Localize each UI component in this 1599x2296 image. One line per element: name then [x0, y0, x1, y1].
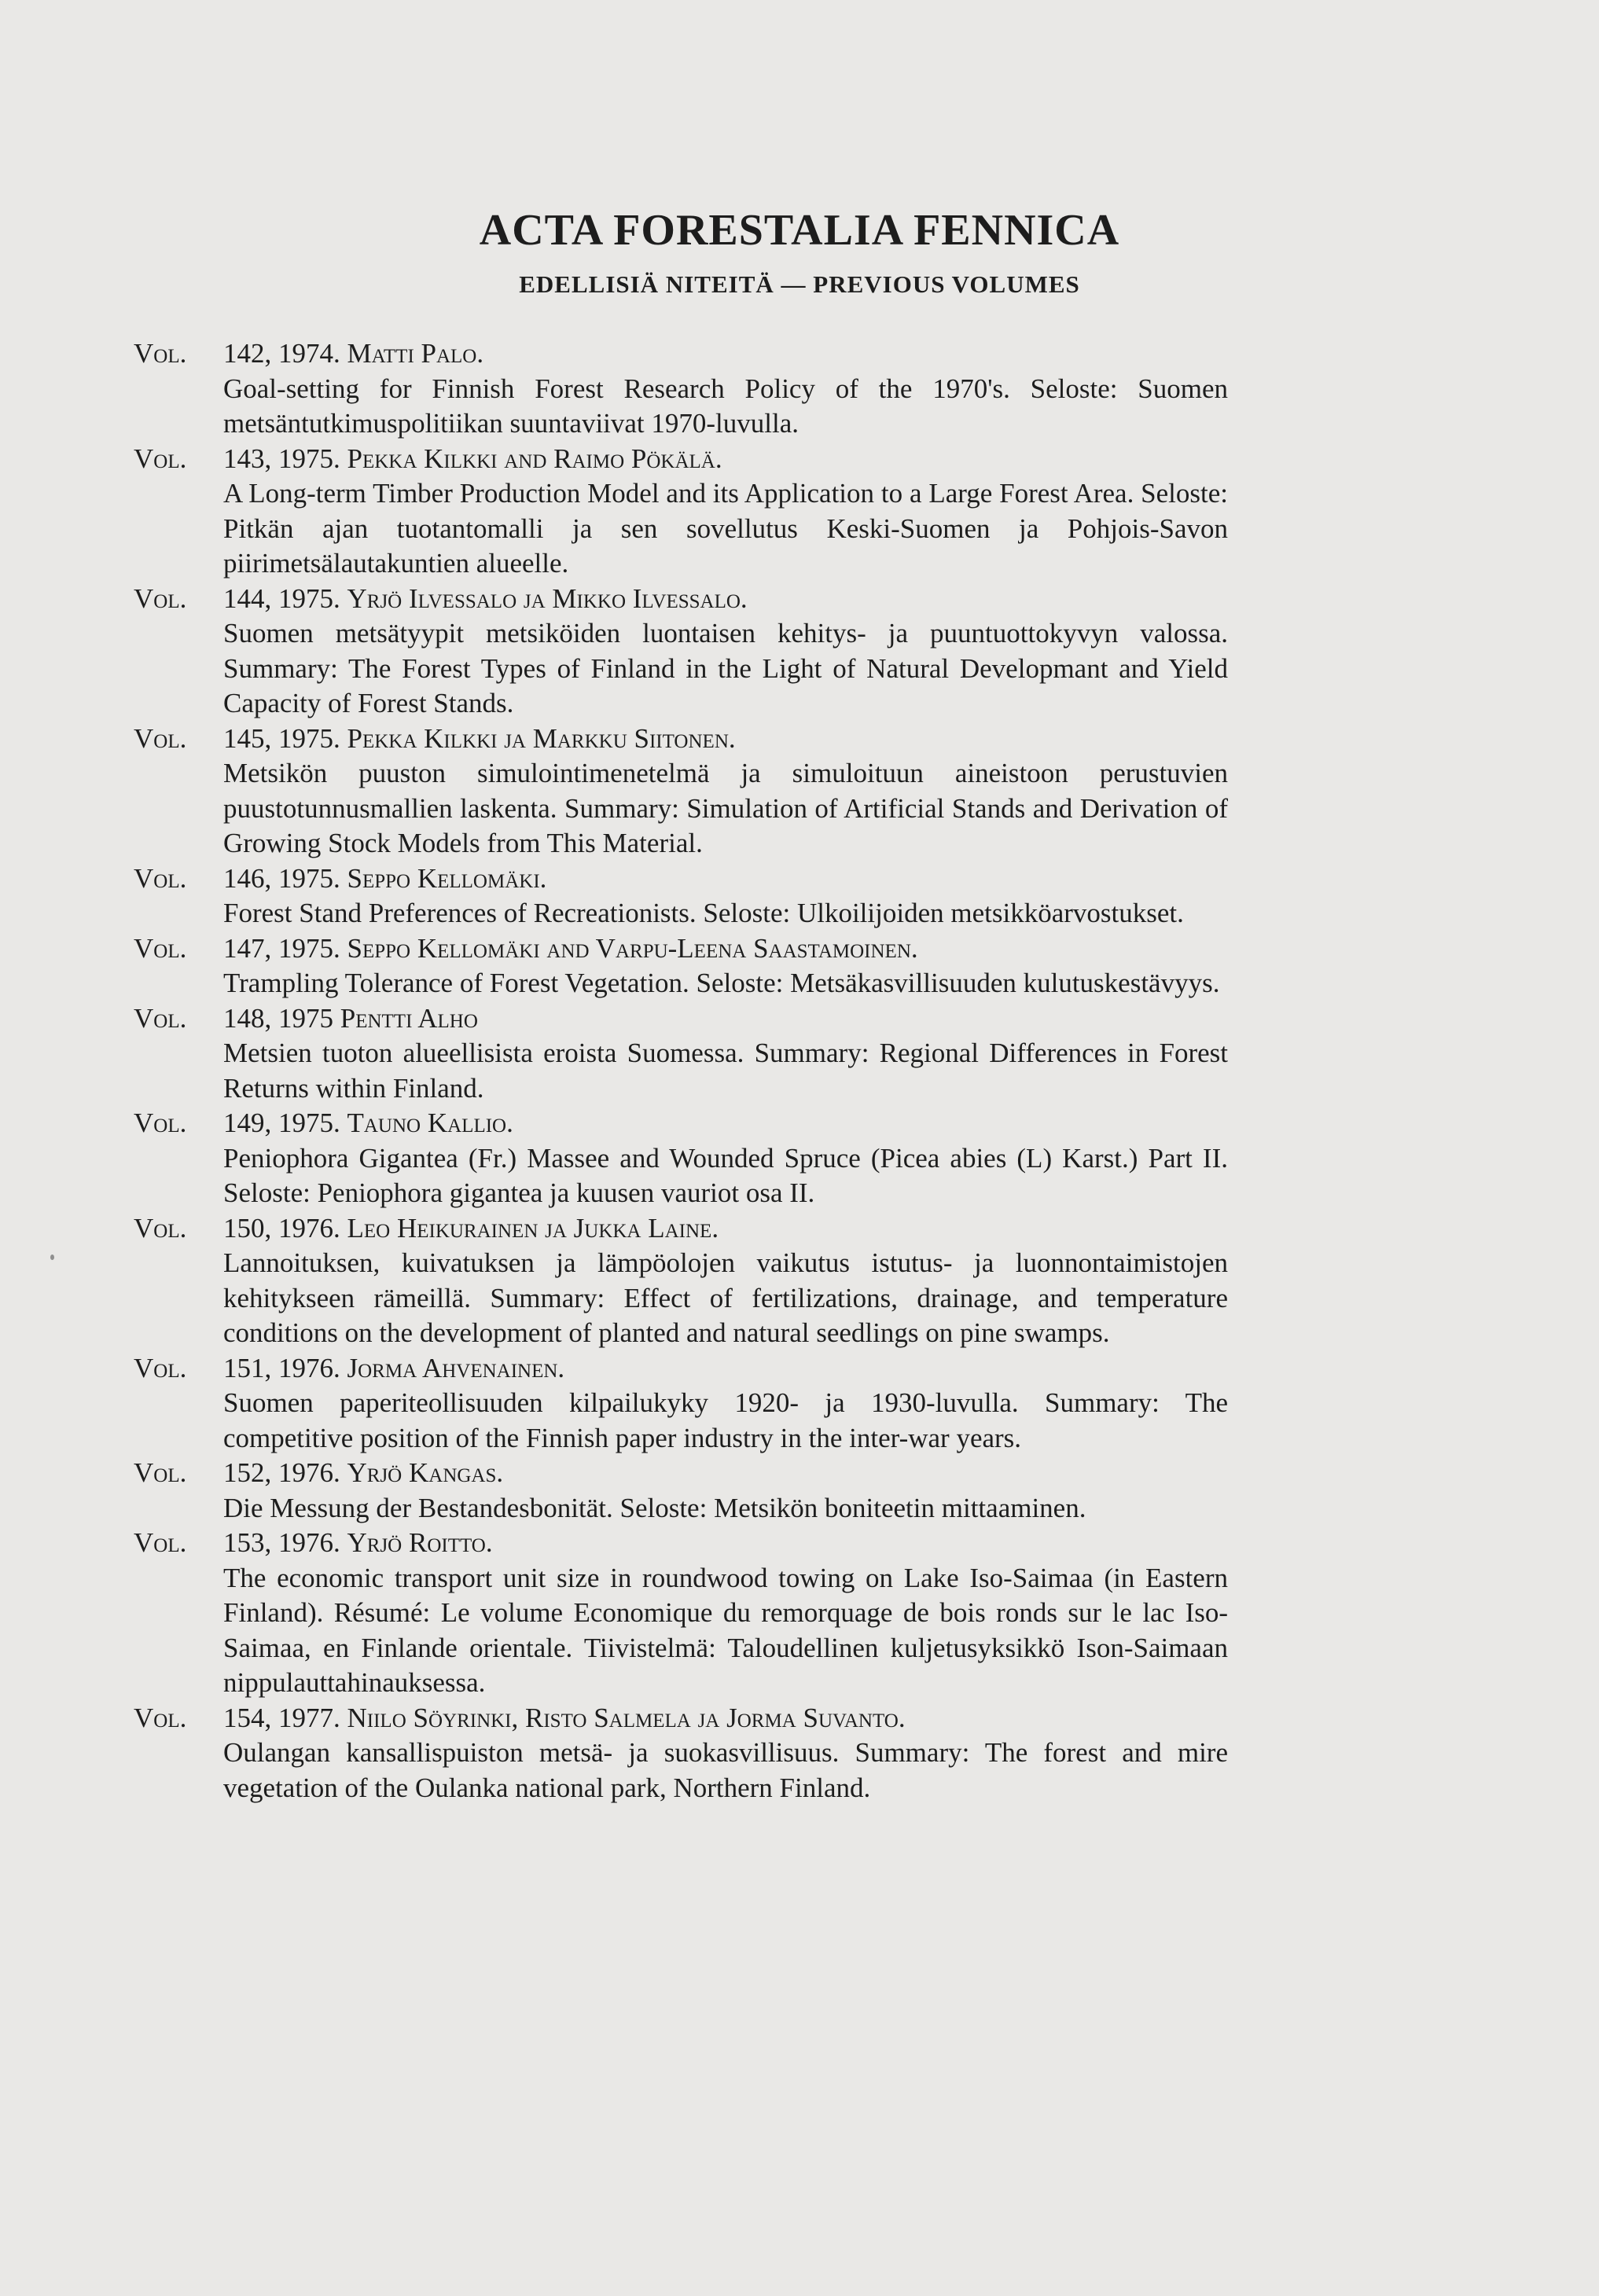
volume-number-year: 150, 1976. [223, 1212, 340, 1244]
volume-title: Trampling Tolerance of Forest Vegetation. Seloste: Metsäkasvillisuuden kulutuskestävyys. [223, 968, 1220, 998]
volume-body [223, 1456, 1228, 1526]
volume-heading [223, 582, 1228, 617]
volume-title: Suomen paperiteollisuuden kilpailukyky 1920- ja 1930-luvulla. Summary: The competitive position of the Finnish paper industry in the inter-war years. [223, 1387, 1228, 1453]
volume-number-year: 148, 1975 [223, 1002, 333, 1034]
volume-entry-149 [134, 1106, 1228, 1211]
volume-number-year: 152, 1976. [223, 1457, 340, 1488]
volume-label: Vol. [134, 443, 187, 474]
volume-label: Vol. [134, 1352, 187, 1383]
volume-entry-145 [134, 722, 1228, 861]
volume-authors: Tauno Kallio. [347, 1108, 513, 1138]
volume-authors: Leo Heikurainen ja Jukka Laine. [347, 1212, 719, 1244]
volume-number-year: 143, 1975. [223, 443, 340, 474]
volume-label: Vol. [134, 338, 187, 369]
volume-entry-152 [134, 1456, 1228, 1526]
page-title: ACTA FORESTALIA FENNICA [479, 206, 1120, 255]
volume-authors: Pekka Kilkki ja Markku Siitonen. [347, 722, 736, 754]
volume-body [223, 442, 1228, 582]
volume-heading [223, 1106, 1228, 1141]
volume-title: Metsikön puuston simulointimenetelmä ja simuloituun aineistoon perustuvien puustotunnusmallien laskenta. Summary: Simulation of Artificial Stands and Derivation of Growing Stock Models from This Material. [223, 758, 1228, 858]
volume-number-year: 153, 1976. [223, 1527, 340, 1558]
volume-authors: Seppo Kellomäki. [347, 862, 547, 894]
volume-number-year: 151, 1976. [223, 1352, 340, 1383]
volume-authors: Niilo Söyrinki, Risto Salmela ja Jorma Suvanto. [347, 1702, 906, 1733]
volume-label: Vol. [134, 1457, 187, 1488]
page-subtitle: EDELLISIÄ NITEITÄ — PREVIOUS VOLUMES [519, 270, 1080, 298]
volume-body [223, 1106, 1228, 1211]
volume-heading [223, 722, 1228, 757]
volume-label: Vol. [134, 1002, 187, 1034]
volume-label: Vol. [134, 862, 187, 894]
volume-entry-148 [134, 1001, 1228, 1107]
volume-entry-146 [134, 861, 1228, 931]
volume-authors: Yrjö Ilvessalo ja Mikko Ilvessalo. [347, 582, 748, 614]
volume-entry-151 [134, 1351, 1228, 1457]
volume-label: Vol. [134, 1527, 187, 1558]
volume-heading [223, 336, 1228, 372]
volume-body [223, 861, 1228, 931]
volume-title: Lannoituksen, kuivatuksen ja lämpöolojen vaikutus istutus- ja luonnontaimistojen kehitykseen rämeillä. Summary: Effect of fertilizations, drainage, and temperature conditions on the development of planted and natural seedlings on pine swamps. [223, 1247, 1228, 1348]
volume-entry-144 [134, 582, 1228, 722]
volume-number-year: 145, 1975. [223, 722, 340, 754]
volume-entry-142 [134, 336, 1228, 442]
volume-heading [223, 1701, 1228, 1736]
volume-heading [223, 1001, 1228, 1037]
volume-title: A Long-term Timber Production Model and its Application to a Large Forest Area. Seloste: Pitkän ajan tuotantomalli ja sen sovellutus Keski-Suomen ja Pohjois-Savon piirimetsälautakuntien alueelle. [223, 478, 1228, 579]
volume-title: Die Messung der Bestandesbonität. Seloste: Metsikön boniteetin mittaaminen. [223, 1492, 1086, 1523]
volume-heading [223, 1351, 1228, 1387]
volume-heading [223, 1211, 1228, 1247]
volume-body [223, 336, 1228, 442]
volume-label: Vol. [134, 932, 187, 964]
volume-heading [223, 861, 1228, 897]
volume-number-year: 147, 1975. [223, 932, 340, 964]
volume-body [223, 1211, 1228, 1351]
volume-authors: Yrjö Kangas. [347, 1457, 504, 1488]
volume-title: Metsien tuoton alueellisista eroista Suomessa. Summary: Regional Differences in Forest Returns within Finland. [223, 1038, 1228, 1104]
volume-title: The economic transport unit size in roundwood towing on Lake Iso-Saimaa (in Eastern Finland). Résumé: Le volume Economique du remorquage de bois ronds sur le lac Iso-Saimaa, en Finlande orientale. Tiivistelmä: Taloudellinen kuljetusyksikkö Ison-Saimaan nippulauttahinauksessa. [223, 1562, 1228, 1698]
volume-title: Goal-setting for Finnish Forest Research Policy of the 1970's. Seloste: Suomen metsäntutkimuspolitiikan suuntaviivat 1970-luvulla. [223, 373, 1228, 439]
volume-entry-154 [134, 1701, 1228, 1806]
volume-body [223, 1001, 1228, 1107]
volume-number-year: 146, 1975. [223, 862, 340, 894]
scan-speck [50, 1255, 54, 1260]
volume-number-year: 154, 1977. [223, 1702, 340, 1733]
volume-authors: Jorma Ahvenainen. [347, 1352, 565, 1383]
volume-label: Vol. [134, 582, 187, 614]
volume-body [223, 582, 1228, 722]
volume-title: Suomen metsätyypit metsiköiden luontaisen kehitys- ja puuntuottokyvyn valossa. Summary: The Forest Types of Finland in the Light of Natural Developmant and Yield Capacity of Forest Stands. [223, 618, 1228, 718]
volume-authors: Pentti Alho [340, 1002, 478, 1034]
volume-label: Vol. [134, 722, 187, 754]
volume-title: Oulangan kansallispuiston metsä- ja suokasvillisuus. Summary: The forest and mire vegetation of the Oulanka national park, Northern Finland. [223, 1737, 1228, 1803]
volume-entry-150 [134, 1211, 1228, 1351]
volume-entry-147 [134, 931, 1228, 1001]
volume-label: Vol. [134, 1212, 187, 1244]
volume-label: Vol. [134, 1108, 187, 1138]
volume-body [223, 931, 1228, 1001]
volume-entry-153 [134, 1526, 1228, 1701]
volume-number-year: 149, 1975. [223, 1108, 340, 1138]
volume-heading [223, 442, 1228, 477]
volume-authors: Yrjö Roitto. [347, 1527, 493, 1558]
volume-body [223, 1526, 1228, 1701]
volume-heading [223, 1526, 1228, 1561]
volume-heading [223, 931, 1228, 967]
volume-body [223, 1701, 1228, 1806]
volume-body [223, 1351, 1228, 1457]
volume-title: Forest Stand Preferences of Recreationists. Seloste: Ulkoilijoiden metsikköarvostukset. [223, 898, 1184, 928]
volume-label: Vol. [134, 1702, 187, 1733]
volume-body [223, 722, 1228, 861]
volume-authors: Pekka Kilkki and Raimo Pökälä. [347, 443, 722, 474]
volume-authors: Seppo Kellomäki and Varpu-Leena Saastamoinen. [347, 932, 918, 964]
volume-entry-143 [134, 442, 1228, 582]
volume-number-year: 142, 1974. [223, 338, 340, 369]
volume-list [134, 336, 1228, 1806]
volume-title: Peniophora Gigantea (Fr.) Massee and Wounded Spruce (Picea abies (L) Karst.) Part II. Seloste: Peniophora gigantea ja kuusen vauriot osa II. [223, 1142, 1228, 1208]
volume-number-year: 144, 1975. [223, 582, 340, 614]
volume-heading [223, 1456, 1228, 1491]
volume-authors: Matti Palo. [347, 338, 484, 369]
